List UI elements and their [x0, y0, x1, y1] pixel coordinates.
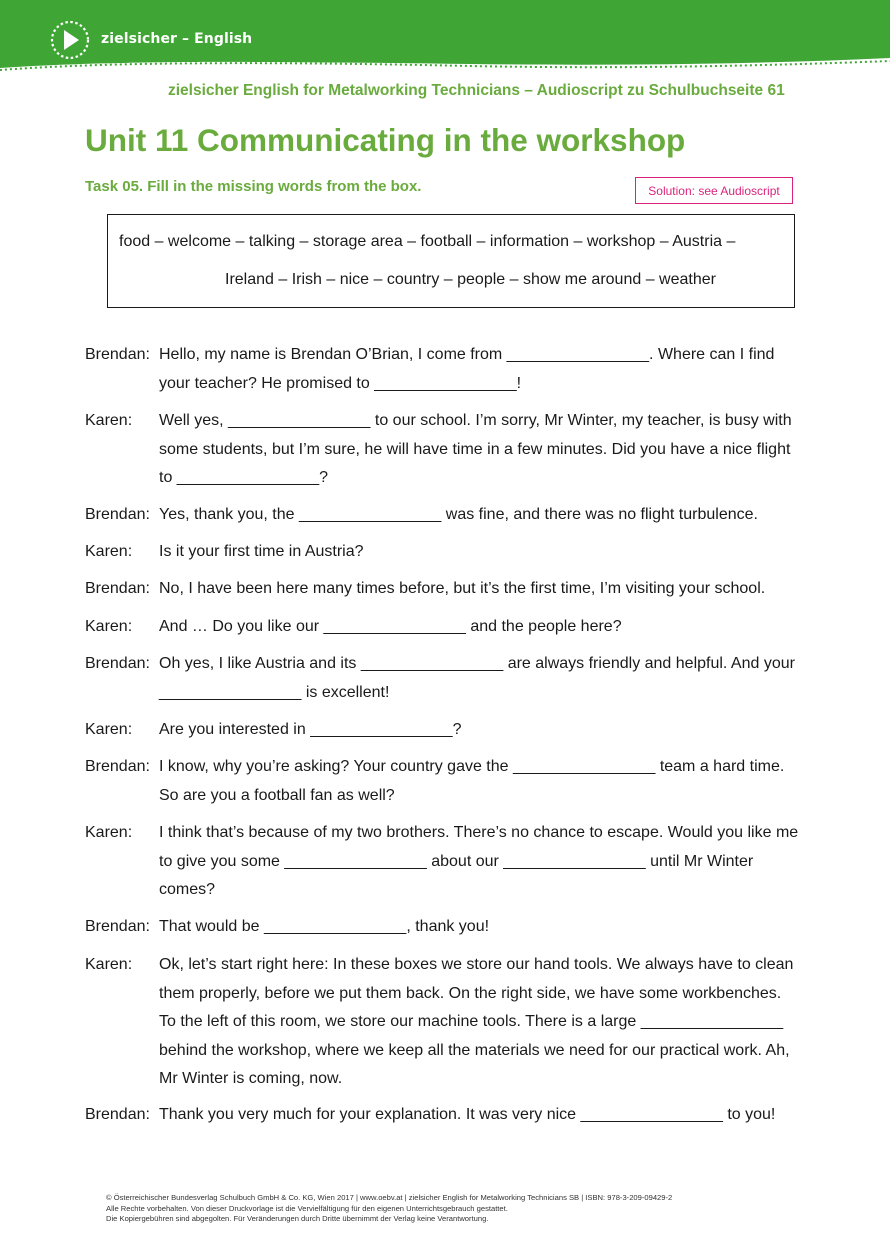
brand-name: zielsicher – English: [101, 31, 253, 47]
speech-text: And … Do you like our ________________ and the people here?: [159, 618, 622, 635]
speaker-label: Brendan:: [85, 506, 150, 523]
speaker-label: Karen:: [85, 543, 133, 560]
speaker-label: Karen:: [85, 956, 133, 973]
speaker-label: Karen:: [85, 618, 133, 635]
speech-text: Ok, let’s start right here: In these boxes we store our hand tools. We always have to clean them properly, before we put them back. On the right side, we have some workbenches. To the left of this room, we store our machine tools. There is a large ________________ behind the workshop, where we keep all the materials we need for our practical work. Ah, Mr Winter is coming, now.: [159, 956, 794, 1087]
speaker-label: Brendan:: [85, 758, 150, 775]
footer-line: Die Kopiergebühren sind abgegolten. Für Veränderungen durch Dritte übernimmt der Verlag keine Verantwortung.: [106, 1214, 489, 1223]
speaker-label: Karen:: [85, 721, 133, 738]
word-box: [107, 214, 795, 308]
word-box-line: food – welcome – talking – storage area – football – information – workshop – Austria –: [119, 233, 736, 250]
speech-text: Thank you very much for your explanation. It was very nice ________________ to you!: [159, 1106, 776, 1123]
speaker-label: Brendan:: [85, 580, 150, 597]
speaker-label: Brendan:: [85, 918, 150, 935]
speaker-label: Karen:: [85, 824, 133, 841]
play-logo-icon: [48, 18, 92, 62]
word-box-line: Ireland – Irish – nice – country – people – show me around – weather: [225, 271, 716, 288]
header-banner: [0, 0, 890, 80]
footer-line: © Österreichischer Bundesverlag Schulbuch GmbH & Co. KG, Wien 2017 | www.oebv.at | zielsicher English for Metalworking Technicians SB | ISBN: 978-3-209-09429-2: [106, 1193, 673, 1202]
page-title: Unit 11 Communicating in the workshop: [85, 122, 686, 158]
speaker-label: Brendan:: [85, 655, 150, 672]
speaker-label: Brendan:: [85, 1106, 150, 1123]
speech-text: Are you interested in ________________?: [159, 721, 462, 738]
page-subtitle: zielsicher English for Metalworking Technicians – Audioscript zu Schulbuchseite 61: [168, 82, 785, 99]
speech-text: Well yes, ________________ to our school. I’m sorry, Mr Winter, my teacher, is busy with some students, but I’m sure, he will have time in a few minutes. Did you have a nice flight to ________________?: [159, 412, 792, 486]
speech-text: Oh yes, I like Austria and its ________________ are always friendly and helpful. And your ________________ is excellent!: [159, 655, 795, 701]
copyright-footer: [106, 1193, 672, 1225]
speech-text: That would be ________________, thank you!: [159, 918, 490, 935]
speech-text: No, I have been here many times before, but it’s the first time, I’m visiting your school.: [159, 580, 766, 597]
speech-text: I know, why you’re asking? Your country gave the ________________ team a hard time. So are you a football fan as well?: [159, 758, 785, 804]
speaker-label: Brendan:: [85, 346, 150, 363]
speaker-label: Karen:: [85, 412, 133, 429]
solution-note: Solution: see Audioscript: [635, 177, 793, 204]
footer-line: Alle Rechte vorbehalten. Von dieser Druckvorlage ist die Vervielfältigung für den eigenen Unterrichtsgebrauch gestattet.: [106, 1203, 508, 1213]
speech-text: Yes, thank you, the ________________ was fine, and there was no flight turbulence.: [159, 506, 758, 523]
speech-text: Hello, my name is Brendan O’Brian, I come from ________________. Where can I find your teacher? He promised to ________________!: [159, 346, 775, 392]
task-heading: Task 05. Fill in the missing words from the box.: [85, 178, 422, 195]
speech-text: I think that’s because of my two brothers. There’s no chance to escape. Would you like me to give you some ________________ about our ________________ until Mr Winter comes?: [159, 824, 799, 898]
speech-text: Is it your first time in Austria?: [159, 543, 364, 560]
